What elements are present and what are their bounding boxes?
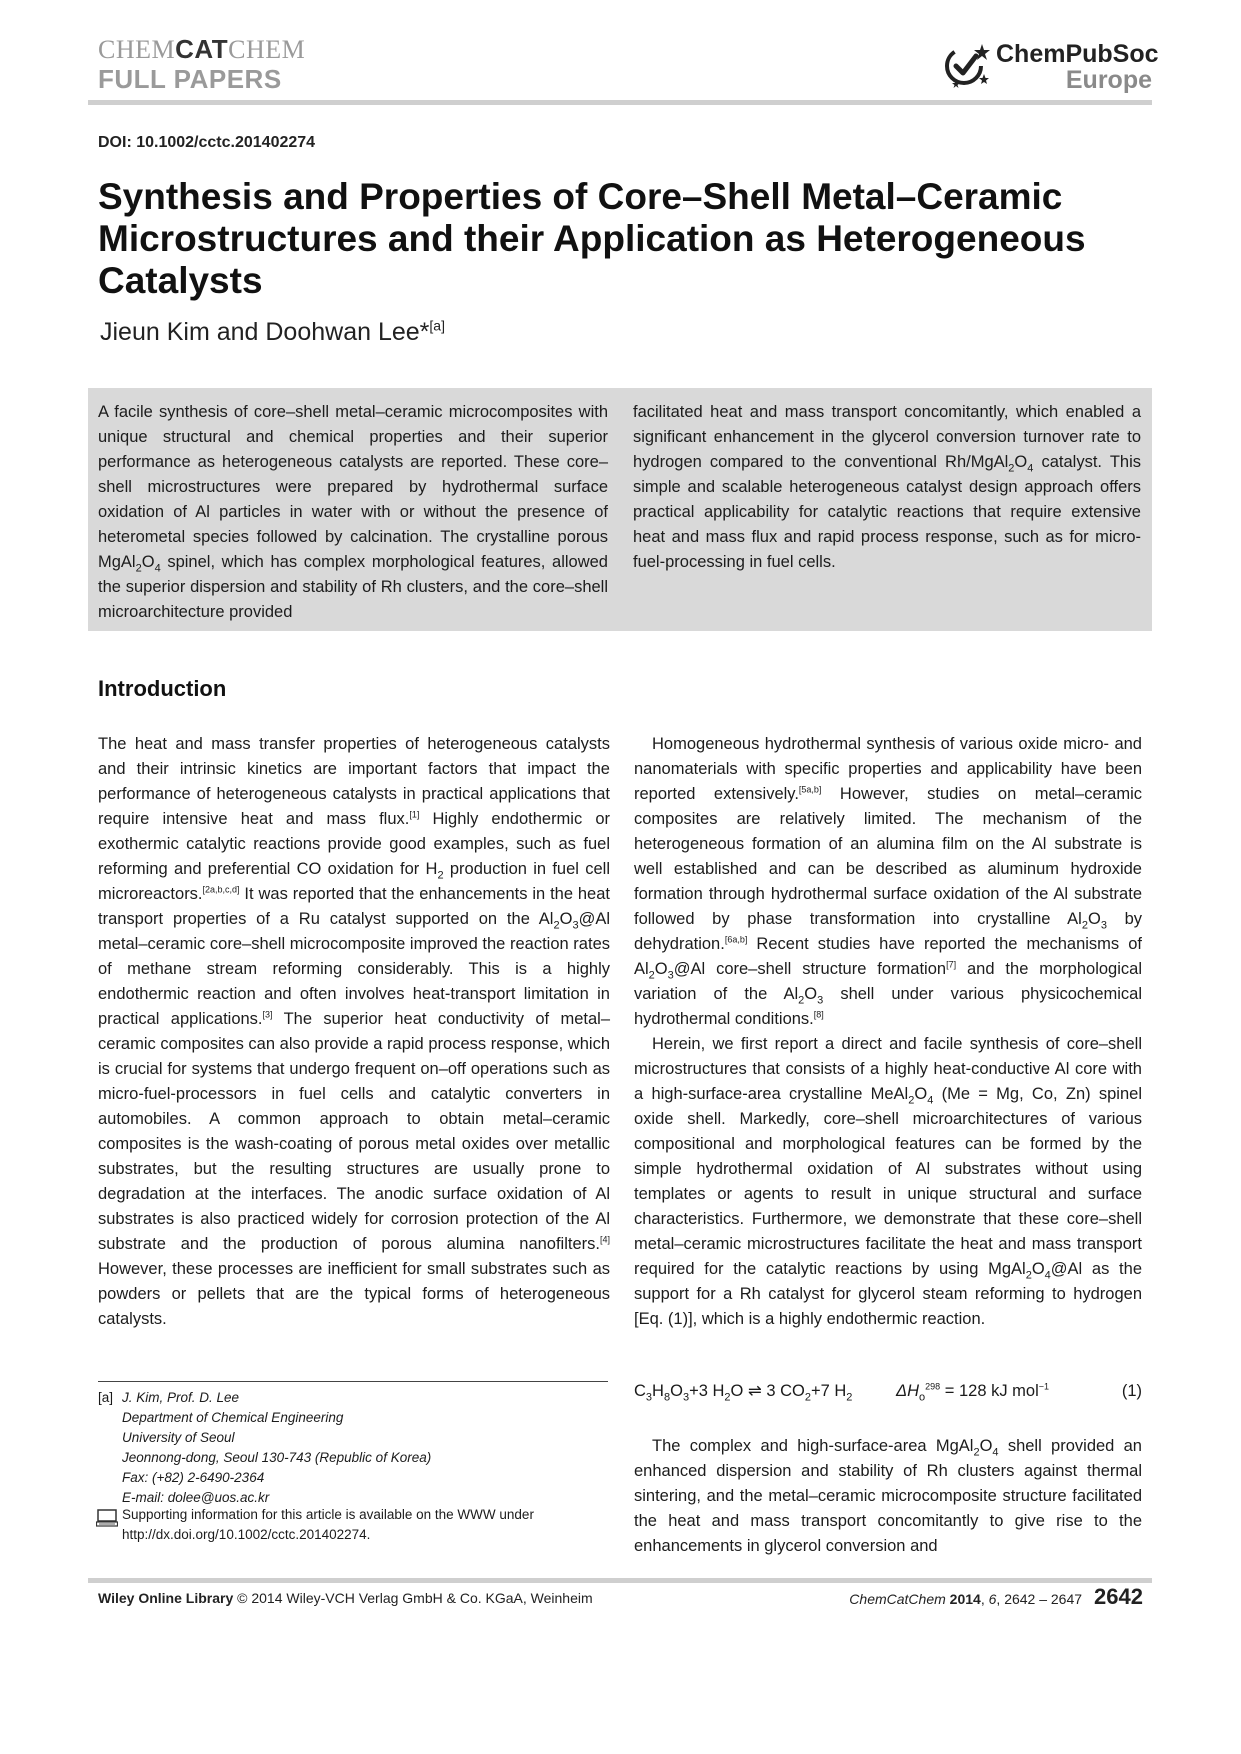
footer-pages: 2642 – 2647	[1004, 1591, 1083, 1607]
equation-reaction	[634, 1376, 852, 1406]
body-text: O	[804, 985, 818, 1003]
body-text: O	[559, 910, 573, 928]
chempubsoc-star-icon	[942, 40, 992, 90]
subscript: 2	[798, 994, 805, 1007]
subscript: 2	[135, 562, 142, 575]
body-text: production in fuel cell microreactors.	[98, 860, 610, 903]
body-text: The heat and mass transfer properties of heterogeneous catalysts and their intrinsic kinetics are important factors that impact the performance of heterogeneous catalysts in practical applications that require intensive heat and mass flux.	[98, 735, 610, 828]
body-text: O	[1087, 910, 1101, 928]
footer-journal: ChemCatChem	[849, 1591, 946, 1607]
eq-term: O ⇌ 3 CO	[730, 1382, 805, 1400]
author-names: Jieun Kim and Doohwan Lee*	[100, 318, 430, 346]
intro-right-paragraph-3	[634, 1434, 1142, 1559]
footnote-line: J. Kim, Prof. D. Lee	[122, 1390, 240, 1405]
footer-year: 2014	[949, 1591, 981, 1607]
footnote-marker: [a]	[98, 1390, 114, 1405]
citation: [1]	[409, 809, 420, 820]
subscript: 2	[908, 1094, 915, 1107]
abstract-text: O	[1014, 453, 1028, 471]
page-number: 2642	[1094, 1584, 1143, 1609]
journal-suffix: CHEM	[228, 35, 306, 64]
subscript: 3	[817, 994, 824, 1007]
subscript: 3	[572, 919, 579, 932]
body-text: O	[914, 1085, 928, 1103]
article-title: Synthesis and Properties of Core–Shell Metal–Ceramic Microstructures and their Application as Heterogeneous Catalysts	[98, 176, 1086, 301]
citation: [2a,b,c,d]	[202, 884, 240, 895]
subscript: 2	[1008, 462, 1015, 475]
introduction-heading: Introduction	[98, 676, 227, 701]
citation: [4]	[599, 1234, 610, 1245]
publisher-logo	[942, 38, 1159, 94]
body-text: Herein, we first report a direct and facile synthesis of core–shell microstructures that consists of a highly heat-conductive Al core with a high-surface-area crystalline MeAl	[634, 1035, 1142, 1103]
body-text: Homogeneous hydrothermal synthesis of various oxide micro- and nanomaterials with specific properties and applicability have been reported extensively.	[634, 735, 1142, 803]
body-text: by dehydration.	[634, 910, 1143, 953]
subscript: 3	[682, 1391, 690, 1404]
subscript: 3	[1100, 919, 1107, 932]
body-text: Recent studies have reported the mechanisms of Al	[634, 935, 1142, 978]
doi: DOI: 10.1002/cctc.201402274	[98, 134, 316, 151]
footer-rule	[88, 1578, 1152, 1583]
authors	[100, 318, 445, 347]
abstract-text: O	[141, 553, 155, 571]
abstract-text: spinel, which has complex morphological features, allowed the superior dispersion and stability of Rh clusters, and the core–shell microarchitecture provided	[98, 553, 608, 621]
abstract-text: facilitated heat and mass transport concomitantly, which enabled a significant enhancement in the glycerol conversion turnover rate to hydrogen compared to the conventional Rh/MgAl	[633, 403, 1141, 471]
eq-term: +3 H	[689, 1382, 725, 1400]
footnote-rule	[98, 1381, 608, 1382]
subscript: o	[919, 1391, 926, 1404]
journal-prefix: CHEM	[98, 35, 176, 64]
eq-term: O	[670, 1382, 683, 1400]
affiliation-mark: [a]	[429, 317, 445, 334]
supporting-info-note: Supporting information for this article is available on the WWW under http://dx.doi.org/10.1002/cctc.201402274.	[122, 1507, 534, 1542]
subscript: 2	[437, 869, 444, 882]
footer-copyright	[98, 1590, 593, 1606]
abstract-text: catalyst. This simple and scalable heterogeneous catalyst design approach offers practical applicability for catalytic reactions that require extensive heat and mass flux and rapid process response, such as for micro-fuel-processing in fuel cells.	[633, 453, 1141, 571]
body-text: @Al as the support for a Rh catalyst for glycerol steam reforming to hydrogen [Eq. (1)], which is a highly endothermic reaction.	[634, 1260, 1142, 1328]
publisher-name: ChemPubSoc	[996, 40, 1159, 68]
subscript: 3	[645, 1391, 653, 1404]
citation: [7]	[946, 959, 957, 970]
citation: [3]	[262, 1009, 273, 1020]
superscript: −1	[1038, 1381, 1050, 1392]
equation-1	[634, 1376, 1142, 1406]
footer-citation: ChemCatChem 2014, 6, 2642 – 2647 2642	[849, 1584, 1143, 1609]
subscript: 4	[154, 562, 161, 575]
eq-term: ΔH	[896, 1382, 919, 1400]
citation: [8]	[813, 1009, 824, 1020]
affiliation-footnote	[122, 1388, 431, 1508]
body-text: O	[654, 960, 668, 978]
body-text: It was reported that the enhancements in the heat transport properties of a Ru catalyst supported on the Al	[98, 885, 610, 928]
subscript: 2	[648, 969, 655, 982]
footer-volume: 6	[988, 1591, 997, 1607]
subscript: 3	[667, 969, 674, 982]
subscript: 2	[724, 1391, 731, 1404]
subscript: 4	[927, 1094, 934, 1107]
section-label: FULL PAPERS	[98, 64, 282, 94]
abstract-text: A facile synthesis of core–shell metal–ceramic microcomposites with unique structural and chemical properties and their superior performance as heterogeneous catalysts are reported. These core–shell microstructures were prepared by hydrothermal surface oxidation of Al particles in water with or without the presence of heterometal species followed by calcination. The crystalline porous MgAl	[98, 403, 608, 571]
copyright-text: © 2014 Wiley-VCH Verlag GmbH & Co. KGaA, Weinheim	[233, 1590, 593, 1606]
body-text: (Me = Mg, Co, Zn) spinel oxide shell. Markedly, core–shell microarchitectures of various compositional and morphological features can be formed by the simple hydrothermal oxidation of Al substrates without using templates or agents to result in unique structural and surface characteristics. Furthermore, we demonstrate that these core–shell metal–ceramic microstructures facilitate the heat and mass transport required for the catalytic reactions by using MgAl	[634, 1085, 1142, 1278]
body-text: @Al core–shell structure formation	[673, 960, 947, 978]
body-text: shell under various physicochemical hydrothermal conditions.	[634, 985, 1142, 1028]
body-text: O	[1031, 1260, 1045, 1278]
subscript: 8	[663, 1391, 671, 1404]
body-text: and the morphological variation of the Al	[634, 960, 1142, 1003]
body-text: However, studies on metal–ceramic composites are relatively limited. The mechanism of the heterogeneous formation of an alumina film on the Al substrate is well established and can be described as aluminum hydroxide formation through hydrothermal surface oxidation of the Al substrate followed by phase transformation into crystalline Al	[634, 785, 1142, 928]
abstract-left-column	[98, 400, 608, 625]
abstract-right-column	[633, 400, 1141, 575]
subscript: 4	[1027, 462, 1034, 475]
subscript: 2	[846, 1391, 853, 1404]
footnote-line: University of Seoul	[122, 1430, 235, 1445]
footnote-line: Jeonnong-dong, Seoul 130-743 (Republic of Korea)	[122, 1450, 432, 1465]
subscript: 2	[1081, 919, 1088, 932]
footnote-line: Fax: (+82) 2-6490-2364	[122, 1470, 265, 1485]
footnote-line: E-mail: dolee@uos.ac.kr	[122, 1490, 270, 1505]
subscript: 4	[1044, 1269, 1051, 1282]
eq-term: C	[634, 1382, 646, 1400]
publisher-region: Europe	[1065, 66, 1152, 94]
intro-right-paragraph-2	[634, 1032, 1142, 1332]
body-text: The complex and high-surface-area MgAl	[652, 1437, 974, 1455]
computer-icon	[96, 1509, 118, 1527]
citation: [6a,b]	[724, 934, 748, 945]
body-text: @Al metal–ceramic core–shell microcomposite improved the reaction rates of methane stream reforming considerably. This is a highly endothermic reaction and often involves heat-transport limitation in practical applications.	[98, 910, 610, 1028]
eq-term: +7 H	[810, 1382, 847, 1400]
subscript: 2	[553, 919, 560, 932]
wiley-online-library-link[interactable]: Wiley Online Library	[98, 1590, 234, 1606]
subscript: 2	[804, 1391, 811, 1404]
intro-left-paragraph	[98, 732, 610, 1332]
eq-term: H	[652, 1382, 664, 1400]
subscript: 4	[992, 1446, 999, 1459]
intro-right-paragraph-1	[634, 732, 1142, 1032]
body-text: O	[979, 1437, 993, 1455]
body-text: The superior heat conductivity of metal–ceramic composites can also provide a rapid process response, which is crucial for systems that undergo frequent on–off operations such as micro-fuel-processors in fuel cells and catalytic converters in automobiles. A common approach to obtain metal–ceramic composites is the wash-coating of porous metal oxides over metallic substrates, but the resulting structures are usually prone to degradation at the interfaces. The anodic surface oxidation of Al substrates is also practiced widely for corrosion protection of the Al substrate and the production of porous alumina nanofilters.	[98, 1010, 611, 1253]
eq-term: = 128 kJ mol	[940, 1382, 1039, 1400]
subscript: 2	[973, 1446, 980, 1459]
body-text: shell provided an enhanced dispersion and stability of Rh clusters against thermal sintering, and the metal–ceramic microcomposite structure facilitated the heat and mass transport concomitantly to give rise to the enhancements in glycerol conversion and	[634, 1437, 1142, 1555]
body-text: However, these processes are inefficient for small substrates such as powders or pellets that are the typical forms of heterogeneous catalysts.	[98, 1260, 610, 1328]
superscript: 298	[925, 1381, 941, 1392]
body-text: Highly endothermic or exothermic catalytic reactions provide good examples, such as fuel reforming and preferential CO oxidation for H	[98, 810, 610, 878]
equation-number: (1)	[1121, 1382, 1142, 1400]
subscript: 2	[1025, 1269, 1032, 1282]
equation-enthalpy	[896, 1376, 1049, 1406]
header-rule	[88, 100, 1152, 105]
journal-name	[98, 34, 305, 65]
footnote-line: Department of Chemical Engineering	[122, 1410, 344, 1425]
journal-bold: CAT	[175, 34, 229, 64]
citation: [5a,b]	[798, 784, 822, 795]
